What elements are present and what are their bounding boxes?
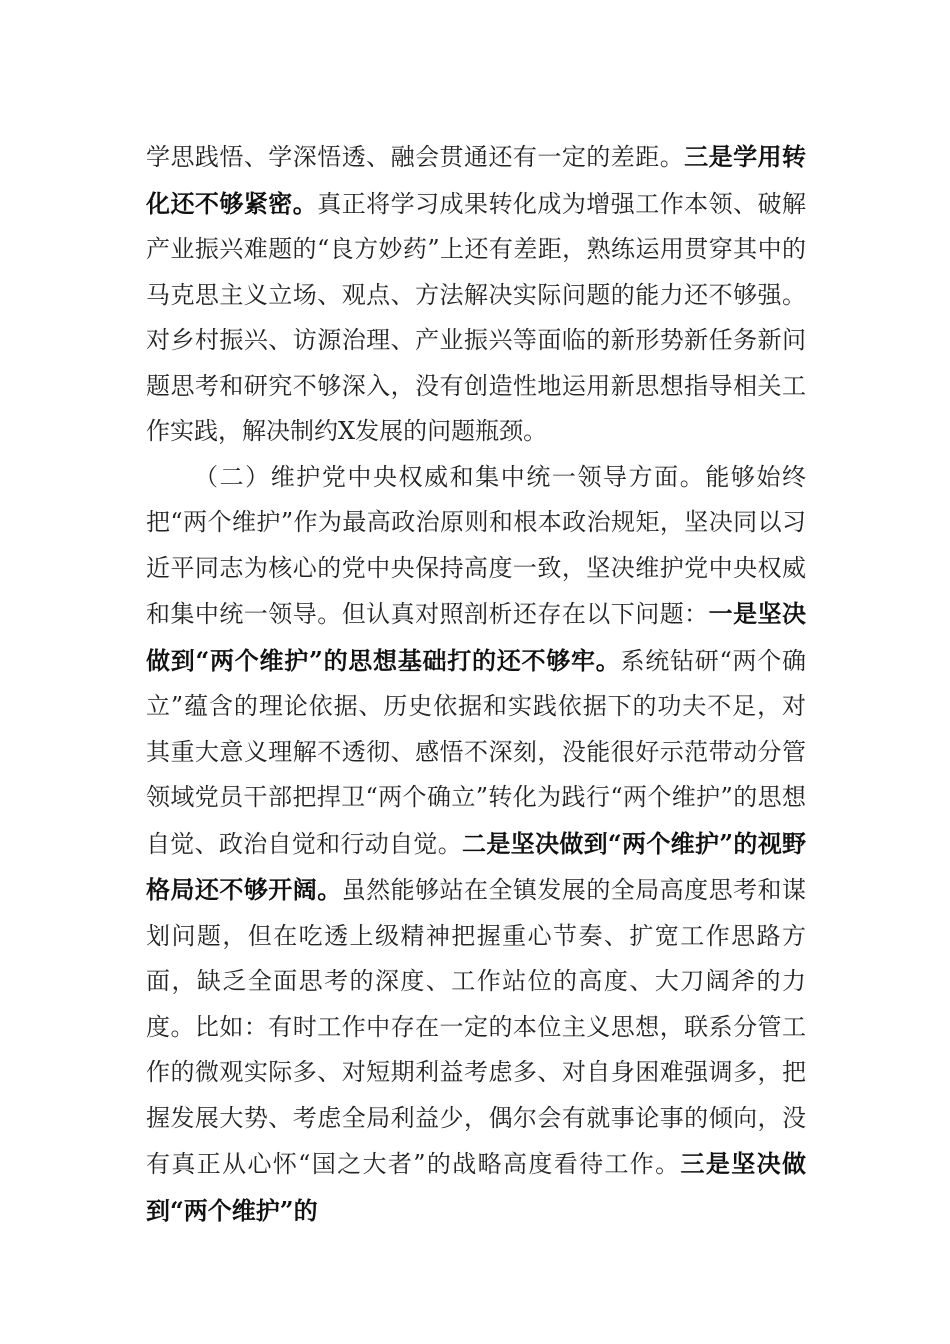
run-bold-heading: 一是坚决做到“两个维护”的思想基础打的还不够牢。 <box>146 599 807 675</box>
run-bold-heading: 三是学用转化还不够紧密。 <box>146 142 807 218</box>
run-text: 系统钻研“两个确立”蕴含的理论依据、历史依据和实践依据下的功夫不足，对其重大意义理解不透彻、感悟不深刻，没能很好示范带动分管领域党员干部把捍卫“两个确立”转化为践行“两个维护”的思想自觉、政治自觉和行动自觉。 <box>146 646 806 858</box>
run-bold-heading: 二是坚决做到“两个维护”的视野格局还不够开阔。 <box>146 828 807 904</box>
paragraph-2 <box>146 455 806 1235</box>
run-text: 学思践悟、学深悟透、融会贯通还有一定的差距。 <box>146 143 685 171</box>
section-heading: （二）维护党中央权威和集中统一领导方面。 <box>194 462 706 491</box>
run-text: 能够始终把“两个维护”作为最高政治原则和根本政治规矩，坚决同以习近平同志为核心的党中央保持高度一致，坚决维护党中央权威和集中统一领导。但认真对照剖析还存在以下问题： <box>146 462 807 628</box>
paragraph-1 <box>146 134 806 455</box>
run-text: 真正将学习成果转化成为增强工作本领、破解产业振兴难题的“良方妙药”上还有差距，熟练运用贯穿其中的马克思主义立场、观点、方法解决实际问题的能力还不够强。对乡村振兴、访源治理、产业振兴等面临的新形势新任务新问题思考和研究不够深入，没有创造性地运用新思想指导相关工作实践，解决制约X发展的问题瓶颈。 <box>146 189 807 445</box>
run-bold-heading: 三是坚决做到“两个维护”的 <box>146 1149 807 1225</box>
run-text: 虽然能够站在全镇发展的全局高度思考和谋划问题，但在吃透上级精神把握重心节奏、扩宽工作思路方面，缺乏全面思考的深度、工作站位的高度、大刀阔斧的力度。比如：有时工作中存在一定的本位主义思想，联系分管工作的微观实际多、对短期利益考虑多、对自身困难强调多，把握发展大势、考虑全局利益少，偶尔会有就事论事的倾向，没有真正从心怀“国之大者”的战略高度看待工作。 <box>146 876 807 1178</box>
document-body <box>146 134 806 1234</box>
